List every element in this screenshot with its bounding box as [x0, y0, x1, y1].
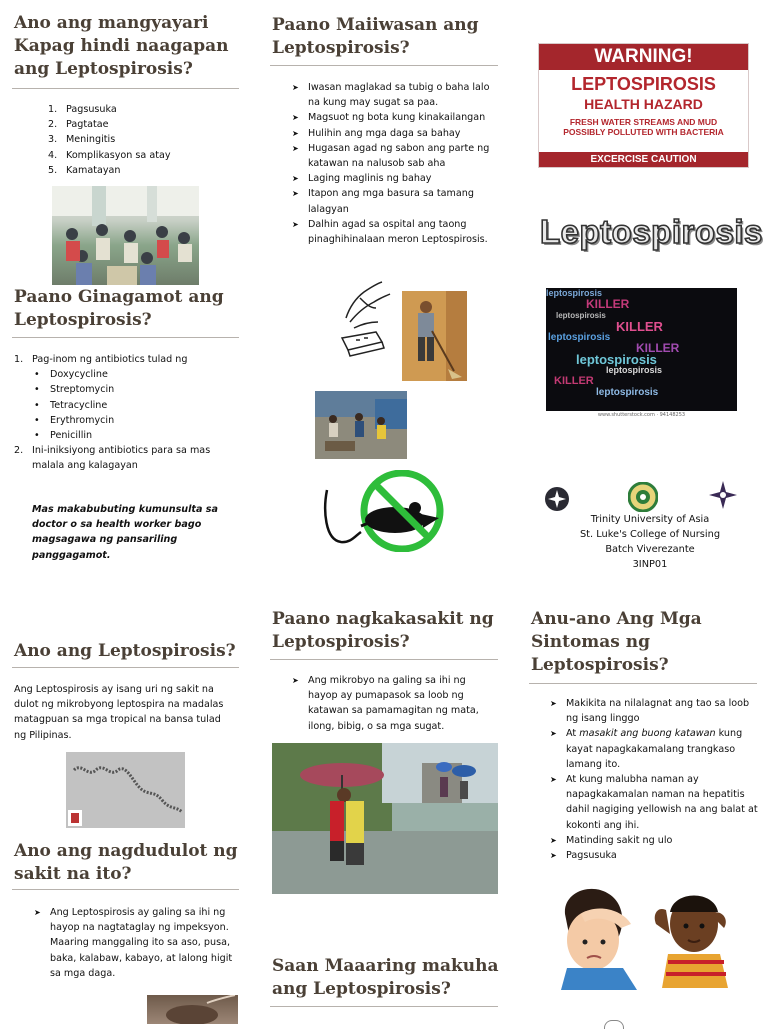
- list-item: • Streptomycin: [30, 382, 239, 397]
- list-item: 4. Komplikasyon sa atay: [48, 149, 171, 161]
- word-leptospirosis: leptospirosis: [546, 288, 603, 298]
- warning-line1: LEPTOSPIROSIS: [571, 74, 716, 94]
- sweeping-photo: [402, 291, 467, 381]
- list-item: ➤ Matinding sakit ng ulo: [548, 833, 758, 848]
- sick-boy-photo: [650, 884, 736, 988]
- transmission-list: [290, 673, 496, 734]
- list-item: ➤ Hulihin ang mga daga sa bahay: [290, 126, 496, 141]
- where-title: Saan Maaaring makuha ang Leptospirosis?: [272, 956, 499, 999]
- word-leptospirosis: leptospirosis: [576, 352, 657, 367]
- treatment-list: [14, 352, 239, 474]
- section-code: 3INP01: [632, 559, 668, 570]
- warning-sign: [538, 43, 749, 168]
- leptospirosis-banner-title: Leptospirosis: [540, 213, 763, 250]
- flood-photo: [272, 743, 498, 894]
- definition-body: Ang Leptospirosis ay isang uri ng sakit na dulot ng mikrobyong leptospira na madalas matagpuan sa mga tropical na bansa tulad ng Pilipinas.: [14, 684, 224, 741]
- word-cloud: [546, 288, 737, 412]
- divider: [12, 667, 239, 668]
- word-leptospirosis: leptospirosis: [548, 332, 611, 343]
- list-item: ➤ At masakit ang buong katawan kung kayat napagkakamalang trangkaso lamang ito.: [548, 726, 758, 772]
- cause-list: [32, 905, 238, 981]
- list-item: ➤ Itapon ang mga basura sa tamang lalagyan: [290, 186, 496, 216]
- cross-emblem-icon: [544, 486, 570, 512]
- word-killer: KILLER: [616, 319, 663, 334]
- word-cloud-image: [546, 288, 737, 420]
- warning-line3: FRESH WATER STREAMS AND MUD: [569, 117, 718, 127]
- bacteria-micrograph: [66, 752, 185, 828]
- school-name: Trinity University of Asia: [590, 514, 710, 525]
- divider: [12, 88, 239, 89]
- word-killer: KILLER: [554, 375, 594, 387]
- list-item: ➤ Makikita na nilalagnat ang tao sa loob ng isang linggo: [548, 696, 758, 726]
- divider: [529, 683, 757, 684]
- warning-header: WARNING!: [539, 44, 748, 70]
- hand-washing-icon: [336, 278, 394, 360]
- image-credit: www.shutterstock.com · 94148253: [546, 411, 737, 420]
- list-item: • Erythromycin: [30, 413, 239, 428]
- list-item: 3. Meningitis: [48, 134, 116, 146]
- list-item: ➤ Ang Leptospirosis ay galing sa ihi ng hayop na nagtataglay ng impeksyon. Maaring manggaling ito sa aso, pusa, baka, kalabaw, kabayo, at lalong higit sa mga daga.: [32, 905, 238, 981]
- college-name: St. Luke's College of Nursing: [579, 529, 721, 540]
- complications-list: [48, 102, 238, 178]
- cause-title: Ano ang nagdudulot ng sakit na ito?: [14, 841, 238, 884]
- prevention-title: Paano Maiiwasan ang Leptospirosis?: [272, 15, 479, 58]
- list-item: ➤ Iwasan maglakad sa tubig o baha lalo na kung may sugat sa paa.: [290, 80, 496, 110]
- prevention-list: [290, 80, 496, 247]
- word-leptospirosis: leptospirosis: [556, 311, 606, 320]
- list-item: 1. Pag-inom ng antibiotics tulad ng: [14, 354, 188, 365]
- list-item: • Doxycycline: [30, 367, 239, 382]
- list-item: 2. Pagtatae: [48, 119, 109, 131]
- warning-footer: EXCERCISE CAUTION: [539, 152, 748, 167]
- list-item: ➤ Magsuot ng bota kung kinakailangan: [290, 110, 496, 125]
- list-item: ➤ Pagsusuka: [548, 848, 758, 863]
- antibiotics-list: [30, 367, 239, 443]
- warning-line2: HEALTH HAZARD: [584, 96, 703, 112]
- list-item: ➤ Ang mikrobyo na galing sa ihi ng hayop ay pumapasok sa loob ng katawan sa pamamagitan ng mata, ilong, bibig, o sa mga sugat.: [290, 673, 496, 734]
- warning-line4: POSSIBLY POLLUTED WITH BACTERIA: [563, 127, 724, 137]
- complications-title: Ano ang mangyayari Kapag hindi naagapan ang Leptospirosis?: [14, 13, 229, 79]
- word-killer: KILLER: [636, 341, 680, 355]
- word-killer: KILLER: [586, 297, 630, 311]
- hospital-ward-photo: [52, 186, 199, 285]
- list-item: ➤ Dalhin agad sa ospital ang taong pinaghihinalaan meron Leptospirosis.: [290, 217, 496, 247]
- word-leptospirosis: leptospirosis: [606, 365, 663, 375]
- list-item: • Tetracycline: [30, 398, 239, 413]
- divider: [270, 659, 498, 660]
- list-item: ➤ Hugasan agad ng sabon ang parte ng katawan na nalusob sab aha: [290, 141, 496, 171]
- list-item: 2. Ini-iniksiyong antibiotics para sa mas malala ang kalagayan: [14, 445, 211, 472]
- batch-star-icon: [708, 480, 738, 510]
- school-info: [540, 512, 760, 572]
- divider: [270, 1006, 498, 1007]
- list-item: ➤ At kung malubha naman ay napagkakamalan naman na hepatitis dahil nagiging yellowish na ang balat at kokonti ang ihi.: [548, 772, 758, 833]
- no-rats-icon: [321, 470, 449, 552]
- definition-title: Ano ang Leptospirosis?: [14, 641, 236, 661]
- list-item: • Penicillin: [30, 428, 239, 443]
- word-leptospirosis: leptospirosis: [596, 387, 659, 398]
- divider: [12, 337, 239, 338]
- treatment-advice: Mas makabubuting kumunsulta sa doctor o sa health worker bago magsagawa ng pansariling panggagamot.: [32, 504, 218, 561]
- clean-up-photo: [315, 391, 407, 459]
- batch-name: Batch Viverezante: [605, 544, 695, 555]
- list-item: 5. Kamatayan: [48, 164, 121, 176]
- list-item: ➤ Laging maglinis ng bahay: [290, 171, 496, 186]
- divider: [12, 889, 239, 890]
- symptoms-title: Anu-ano Ang Mga Sintomas ng Leptospirosis?: [531, 609, 702, 675]
- page-fragment: [604, 1020, 624, 1029]
- symptoms-list: [548, 696, 758, 863]
- sick-child-photo: [551, 884, 644, 990]
- rat-photo: [147, 995, 238, 1024]
- divider: [270, 65, 498, 66]
- list-item: 1. Pagsusuka: [48, 104, 117, 115]
- transmission-title: Paano nagkakasakit ng Leptospirosis?: [272, 609, 494, 652]
- college-seal-icon: [628, 482, 658, 512]
- treatment-title: Paano Ginagamot ang Leptospirosis?: [14, 287, 224, 330]
